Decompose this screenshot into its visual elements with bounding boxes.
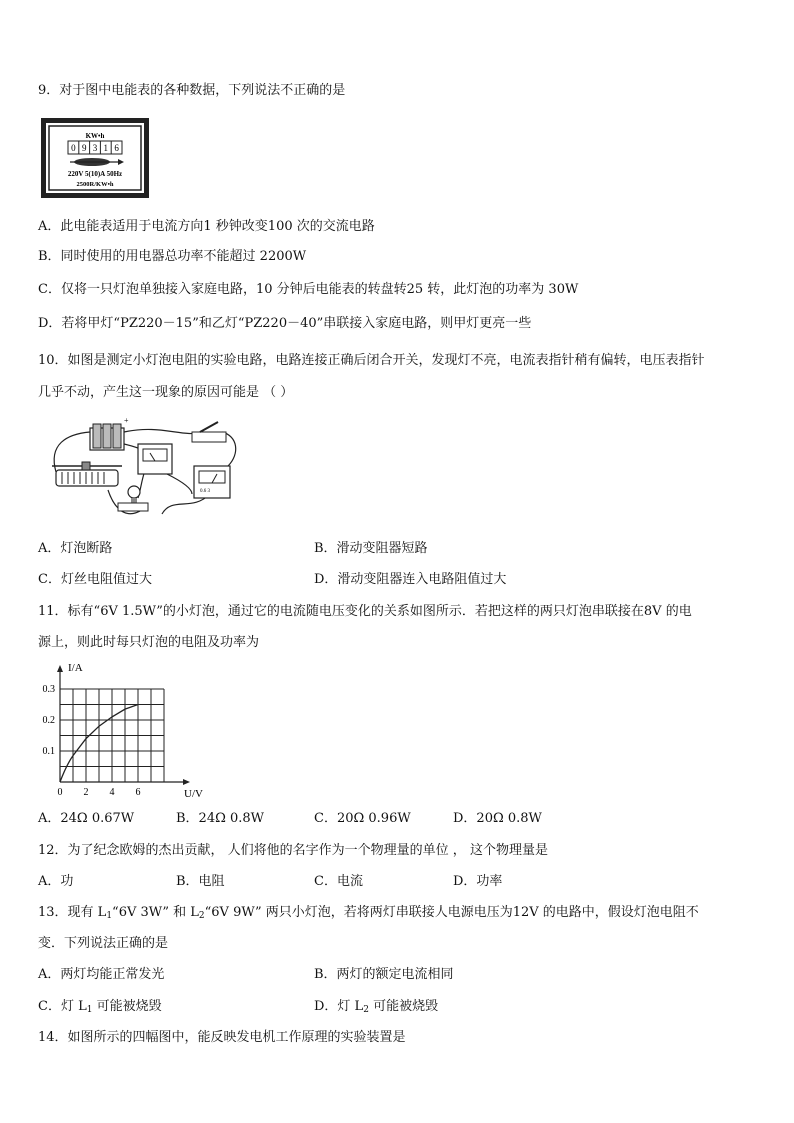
circuit-figure — [42, 414, 247, 524]
q14-stem: 14．如图所示的四幅图中，能反映发电机工作原理的实验装置是 — [38, 1030, 406, 1045]
q13-option-b: B．两灯的额定电流相同 — [314, 967, 454, 982]
subscript: 1 — [86, 1005, 93, 1015]
q12-stem: 12．为了纪念欧姆的杰出贡献， 人们将他的名字作为一个物理量的单位 ， 这个物理量是 — [38, 843, 548, 858]
meter-digit: 3 — [92, 143, 98, 153]
q10-stem-line2: 几乎不动，产生这一现象的原因可能是 （ ） — [38, 385, 294, 400]
q11-option-c: C．20Ω 0.96W — [314, 811, 411, 826]
meter-digit: 1 — [103, 143, 109, 153]
q9-option-b: B．同时使用的用电器总功率不能超过 2200W — [38, 249, 307, 264]
q11-option-d: D．20Ω 0.8W — [453, 811, 542, 826]
q9-option-c: C．仅将一只灯泡单独接入家庭电路，10 分钟后电能表的转盘转25 转，此灯泡的功率为 30W — [38, 282, 579, 297]
x-tick-label: 4 — [109, 787, 115, 798]
subscript: 2 — [198, 911, 205, 921]
y-tick-label: 0.2 — [42, 715, 55, 726]
meter-spec: 220V 5(10)A 50Hz — [67, 170, 123, 178]
iv-curve-chart — [36, 660, 226, 802]
q13-option-a: A．两灯均能正常发光 — [38, 967, 165, 982]
q9-option-a: A．此电能表适用于电流方向1 秒钟改变100 次的交流电路 — [38, 219, 375, 234]
subscript: 1 — [106, 911, 113, 921]
q12-option-a: A．功 — [38, 874, 74, 889]
q13-stem-text: “6V 3W” 和 L — [112, 905, 199, 920]
q12-option-d: D．功率 — [453, 874, 503, 889]
meter-digit: 9 — [81, 143, 87, 153]
option-text: 可能被烧毁 — [368, 999, 439, 1014]
q10-option-a: A．灯泡断路 — [38, 541, 113, 556]
x-tick-label: 2 — [83, 787, 89, 798]
option-text: 可能被烧毁 — [92, 999, 162, 1014]
q12-option-c: C．电流 — [314, 874, 363, 889]
electric-meter-figure — [40, 117, 150, 199]
q10-option-b: B．滑动变阻器短路 — [314, 541, 428, 556]
battery-icon — [90, 416, 129, 450]
q13-stem-line1 — [38, 903, 699, 926]
switch-icon — [192, 422, 226, 442]
q12-option-b: B．电阻 — [176, 874, 225, 889]
q13-option-c — [38, 997, 162, 1020]
subscript: 2 — [363, 1005, 369, 1015]
y-tick-label: 0.1 — [42, 746, 55, 757]
rheostat-icon — [52, 462, 122, 486]
x-axis-arrow — [183, 779, 190, 785]
y-tick-label: 0.3 — [42, 684, 55, 695]
q11-stem-line2: 源上，则此时每只灯泡的电阻及功率为 — [38, 635, 260, 650]
q9-stem: 9．对于图中电能表的各种数据，下列说法不正确的是 — [38, 83, 346, 98]
q10-option-d: D．滑动变阻器连入电路阻值过大 — [314, 572, 507, 587]
meter-unit: KW•h — [85, 132, 105, 140]
q10-option-c: C．灯丝电阻值过大 — [38, 572, 152, 587]
meter-digit: 6 — [114, 143, 119, 153]
option-text: C．灯 L — [38, 999, 87, 1014]
meter-digit: 0 — [71, 143, 76, 153]
bulb-icon — [118, 486, 148, 511]
q13-stem-line2: 变．下列说法正确的是 — [38, 936, 169, 951]
y-axis-label: I/A — [68, 662, 83, 674]
battery-plus-label: + — [124, 416, 129, 425]
q13-stem-text: 13．现有 L — [38, 905, 107, 920]
y-axis-arrow — [57, 665, 63, 672]
option-text: D．灯 L — [314, 999, 364, 1014]
q10-stem-line1: 10．如图是测定小灯泡电阻的实验电路，电路连接正确后闭合开关，发现灯不亮，电流表指针稍有偏转，电压表指针 — [38, 353, 705, 368]
q13-option-d — [314, 997, 438, 1020]
q11-stem-line1: 11．标有“6V 1.5W”的小灯泡，通过它的电流随电压变化的关系如图所示．若把这样的两只灯泡串联接在8V 的电 — [38, 604, 692, 619]
q13-stem-text: “6V 9W” 两只小灯泡，若将两灯串联接人电源电压为12V 的电路中，假设灯泡电阻不 — [204, 905, 699, 920]
q11-option-a: A．24Ω 0.67W — [38, 811, 135, 826]
voltmeter-scale-label: 0.6 3 — [200, 489, 210, 494]
meter-rev: 2500R/KW•h — [76, 181, 114, 188]
voltmeter-icon — [194, 466, 230, 498]
x-axis-label: U/V — [184, 788, 203, 800]
q11-option-b: B．24Ω 0.8W — [176, 811, 265, 826]
x-tick-label: 6 — [135, 787, 141, 798]
ammeter-icon — [138, 444, 172, 474]
x-tick-label: 0 — [57, 787, 63, 798]
q9-option-d: D．若将甲灯“PZ220－15”和乙灯“PZ220－40”串联接入家庭电路，则甲灯更亮一些 — [38, 316, 532, 331]
